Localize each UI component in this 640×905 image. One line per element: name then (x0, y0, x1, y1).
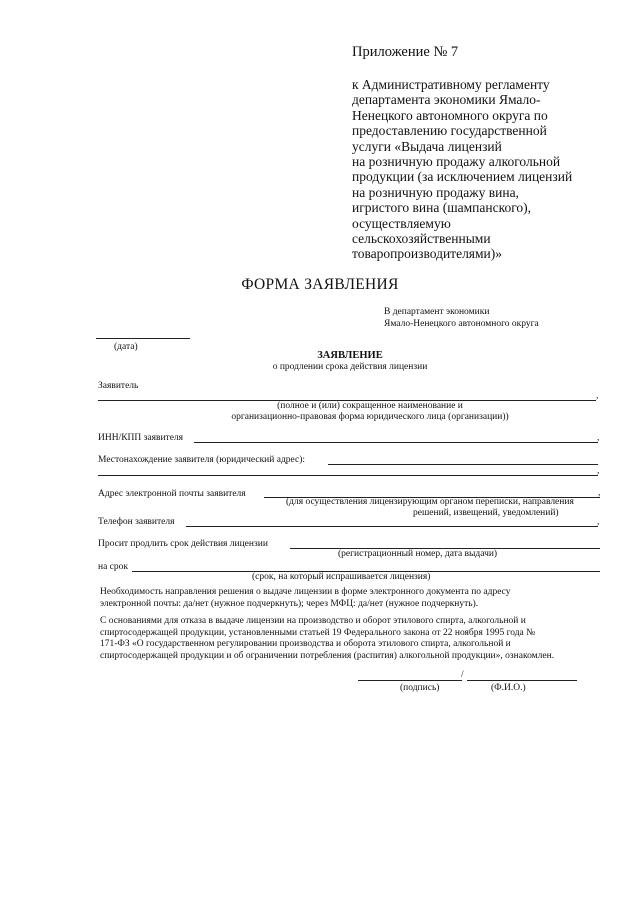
full-name-caption: (Ф.И.О.) (491, 683, 526, 693)
appendix-line: сельскохозяйственными (352, 231, 491, 247)
addressee (384, 307, 539, 330)
paragraph-line: спиртосодержащей продукции, установленными статьей 19 Федерального закона от 22 ноября 1995 года № (100, 627, 536, 638)
statement-title: ЗАЯВЛЕНИЕ (317, 350, 383, 361)
signature-field[interactable] (358, 680, 462, 681)
appendix-line: товаропроизводителями)» (352, 246, 503, 262)
appendix-line: на розничную продажу алкогольной (352, 154, 561, 170)
extend-label: Просит продлить срок действия лицензии (98, 539, 268, 549)
appendix-title: Приложение № 7 (352, 44, 459, 60)
appendix-line: осуществляемую (352, 215, 451, 231)
appendix-line: на розничную продажу вина, (352, 184, 519, 200)
date-line[interactable] (96, 338, 190, 339)
email-hint: (для осуществления лицензирующим органом переписки, направления (286, 497, 574, 507)
signature-separator: / (461, 670, 464, 680)
applicant-hint: организационно-правовая форма юридического лица (организации)) (231, 412, 509, 422)
addressee-line-1: В департамент экономики (384, 307, 490, 317)
inn-field[interactable] (194, 442, 598, 443)
address-field-line-2[interactable] (98, 475, 598, 476)
signature-caption: (подпись) (400, 683, 440, 693)
phone-label: Телефон заявителя (98, 517, 175, 527)
phone-field[interactable] (186, 526, 598, 527)
paragraph-line: Необходимость направления решения о выдаче лицензии в форме электронного документа по адресу (100, 587, 511, 597)
appendix-line: предоставлению государственной (352, 123, 547, 139)
appendix-line: департамента экономики Ямало- (352, 92, 541, 108)
term-hint: (срок, на который испрашивается лицензия) (252, 572, 431, 582)
appendix-line: услуги «Выдача лицензий (352, 138, 502, 154)
address-field[interactable] (328, 464, 598, 465)
paragraph-line: С основаниями для отказа в выдаче лицензии на производство и оборот этилового спирта, алкогольной и (100, 616, 526, 626)
applicant-hint: (полное и (или) сокращенное наименование и (277, 401, 463, 411)
extend-hint: (регистрационный номер, дата выдачи) (338, 549, 498, 559)
statement-subtitle: о продлении срока действия лицензии (272, 362, 428, 372)
appendix-line: продукции (за исключением лицензий (352, 169, 573, 185)
delivery-paragraph (100, 587, 606, 610)
paragraph-line: электронной почты: да/нет (нужное подчеркнуть); через МФЦ: да/нет (нужное подчеркнуть). (100, 598, 479, 609)
appendix-line: к Административному регламенту (352, 77, 550, 92)
inn-label: ИНН/КПП заявителя (98, 433, 184, 443)
appendix-line: Ненецкого автономного округа по (352, 107, 548, 123)
applicant-label: Заявитель (98, 381, 139, 391)
date-caption: (дата) (114, 342, 138, 352)
appendix-line: игристого вина (шампанского), (352, 200, 532, 216)
paragraph-line: 171-ФЗ «О государственном регулировании производства и оборота этилового спирта, алкогольной и (100, 639, 511, 650)
email-hint: решений, извещений, уведомлений) (413, 508, 559, 518)
full-name-field[interactable] (467, 680, 577, 681)
address-label: Местонахождение заявителя (юридический адрес): (98, 455, 305, 465)
form-title: ФОРМА ЗАЯВЛЕНИЯ (241, 276, 399, 293)
addressee-line-2: Ямало-Ненецкого автономного округа (384, 318, 539, 329)
paragraph-line: спиртосодержащей продукции и об ограничении потребления (распития) алкогольной продукции», ознакомлен. (100, 650, 555, 661)
email-label: Адрес электронной почты заявителя (98, 489, 246, 499)
appendix-text (352, 77, 572, 262)
term-label: на срок (98, 562, 129, 572)
grounds-paragraph (100, 616, 606, 662)
